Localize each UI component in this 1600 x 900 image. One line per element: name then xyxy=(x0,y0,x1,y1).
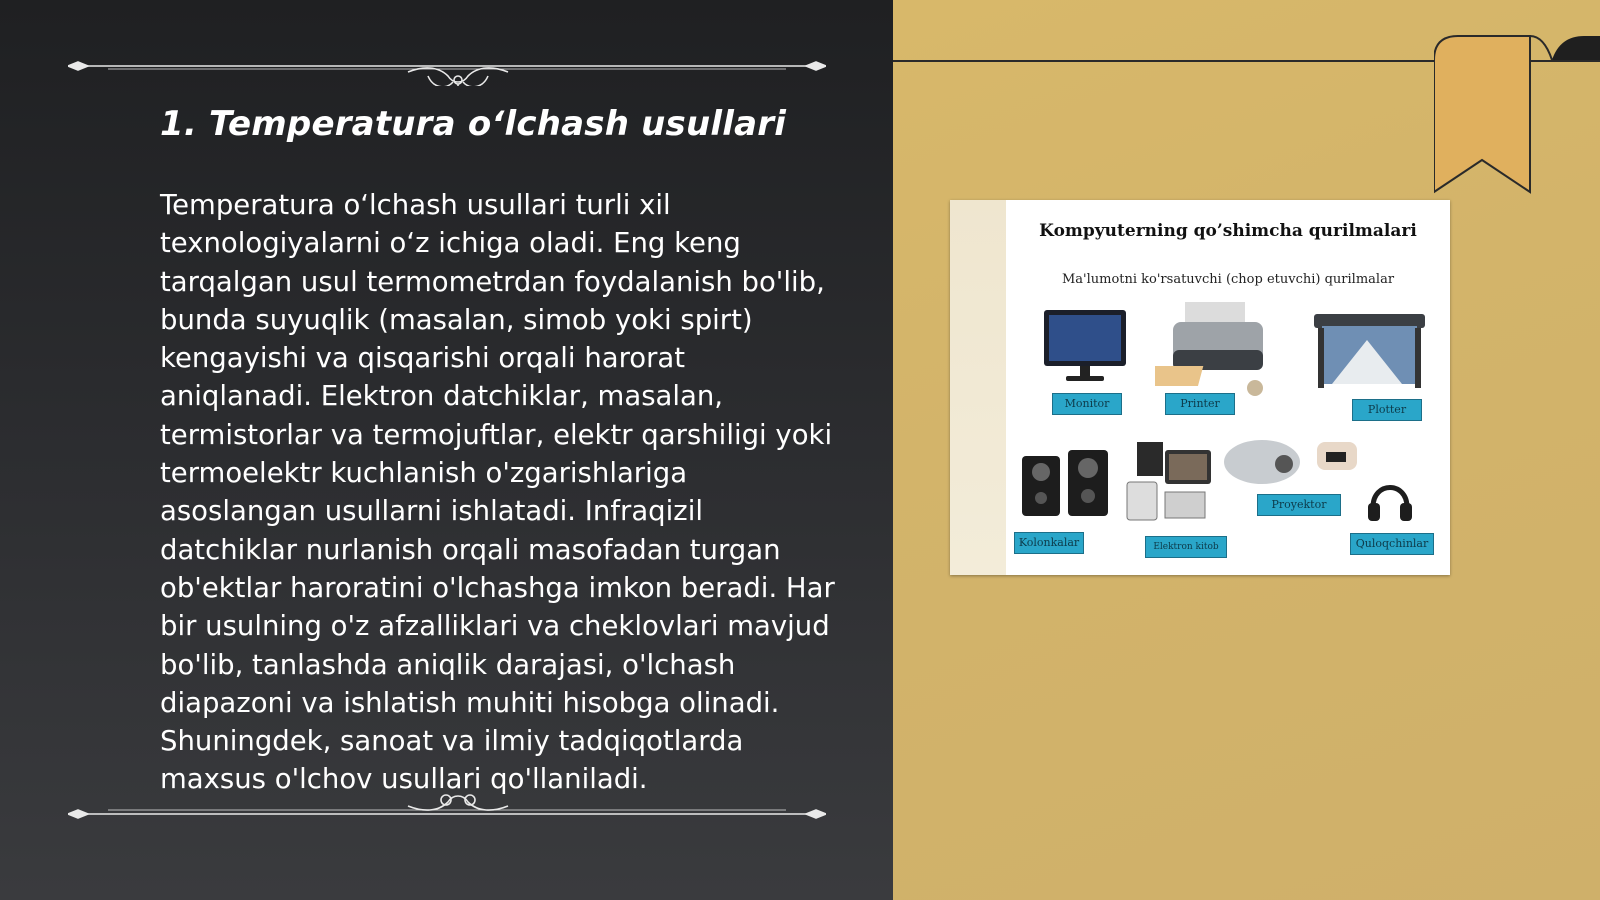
bookmark-ribbon xyxy=(1434,32,1600,202)
picture-title: Kompyuterning qo’shimcha qurilmalari xyxy=(1039,221,1417,241)
bottom-ornament-divider xyxy=(68,790,826,830)
slide-title: 1. Temperatura o‘lchash usullari xyxy=(160,104,787,144)
monitor-icon xyxy=(1040,308,1130,384)
label-printer: Printer xyxy=(1165,393,1235,415)
peripheral-devices-picture xyxy=(950,200,1450,575)
label-headphones: Quloqchinlar xyxy=(1350,533,1434,555)
label-plotter: Plotter xyxy=(1352,399,1422,421)
picture-subtitle: Ma'lumotni ko'rsatuvchi (chop etuvchi) qurilmalar xyxy=(1061,272,1395,287)
top-ornament-divider xyxy=(68,46,826,86)
speakers-icon xyxy=(1020,448,1110,518)
label-monitor: Monitor xyxy=(1052,393,1122,415)
headphones-icon xyxy=(1365,475,1415,525)
printer-icon xyxy=(1155,300,1280,400)
label-proyektor: Proyektor xyxy=(1257,494,1341,516)
label-speakers: Kolonkalar xyxy=(1014,532,1084,554)
picture-decorative-strip xyxy=(950,200,1006,575)
slide-body-text: Temperatura o‘lchash usullari turli xil texnologiyalarni o‘z ichiga oladi. Eng keng tarqalgan usul termometrdan foydalanish bo'lib, bunda suyuqlik (masalan, simob yoki spirt) kengayishi va qisqarishi orqali harorat aniqlanadi. Elektron datchiklar, masalan, termistorlar va termojuftlar, elektr qarshiligi yoki termoelektr kuchlanish o'zgarishlariga asoslangan usullarni ishlatadi. Infraqizil datchiklar nurlanish orqali masofadan turgan ob'ektlar haroratini o'lchashga imkon beradi. Har bir usulning o'z afzalliklari va cheklovlari mavjud bo'lib, tanlashda aniqlik darajasi, o'lchash diapazoni va ishlatish muhiti hisobga olinadi. Shuningdek, sanoat va ilmiy tadqiqotlarda maxsus o'lchov usullari qo'llaniladi. xyxy=(160,189,835,796)
ereader-icon xyxy=(1125,438,1215,523)
plotter-icon xyxy=(1312,310,1427,390)
label-ereader: Elektron kitob xyxy=(1145,536,1227,558)
projector-icon xyxy=(1222,432,1362,492)
